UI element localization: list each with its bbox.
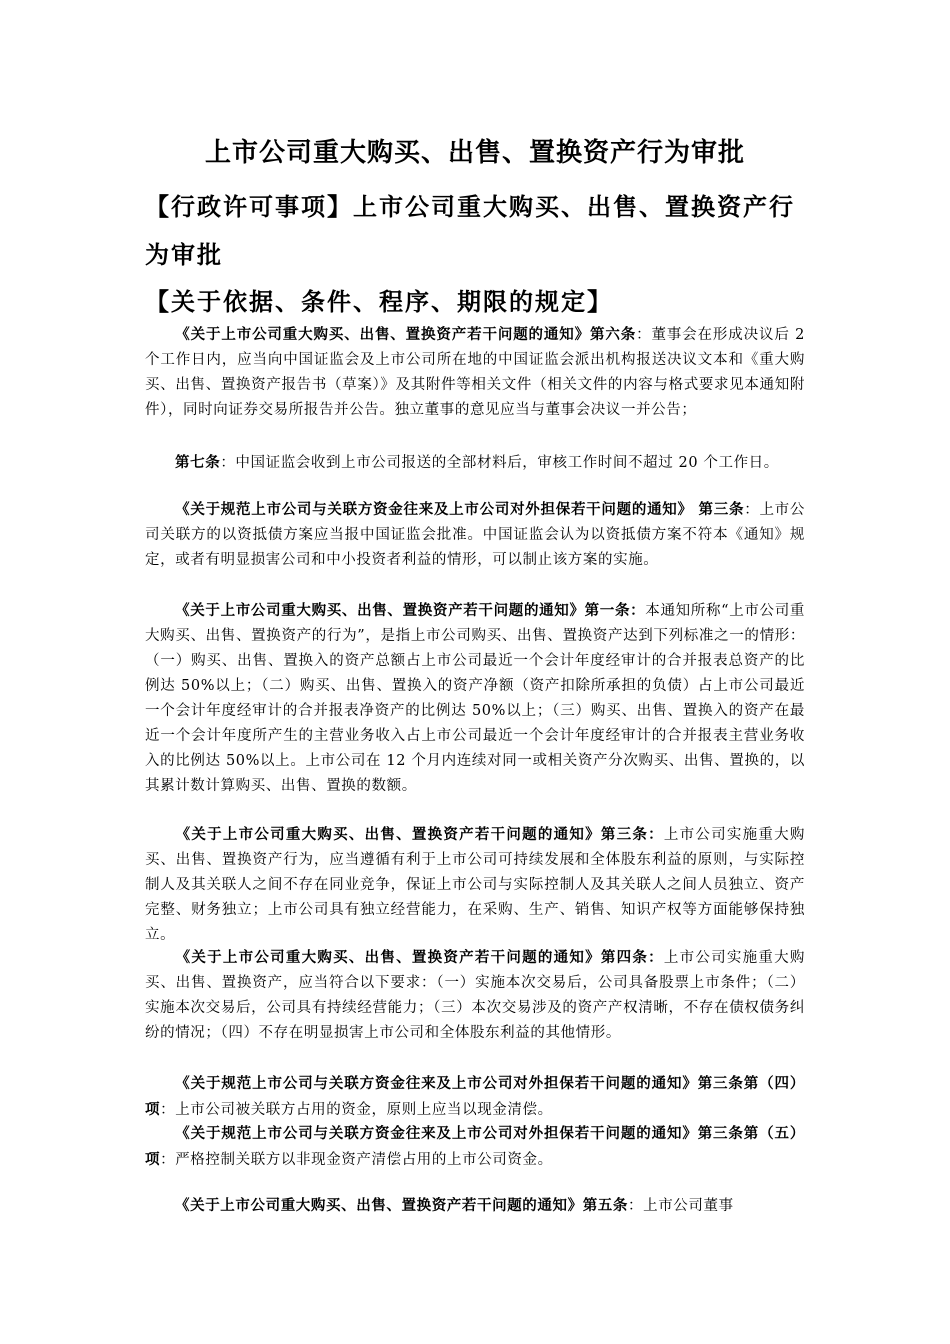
paragraph-text: ：严格控制关联方以非现金资产清偿占用的上市公司资金。 (160, 1152, 553, 1168)
paragraph-text: ：中国证监会收到上市公司报送的全部材料后，审核工作时间不超过 20 个工作日。 (220, 455, 779, 471)
paragraph (145, 1071, 805, 1123)
paragraph-ref: 《关于上市公司重大购买、出售、置换资产若干问题的通知》第三条： (175, 826, 664, 843)
paragraph-ref: 《关于规范上市公司与关联方资金往来及上市公司对外担保若干问题的通知》第三条第（五）项 (145, 1125, 805, 1168)
paragraph (145, 598, 805, 799)
paragraph-ref: 《关于上市公司重大购买、出售、置换资产若干问题的通知》第五条 (175, 1197, 628, 1214)
paragraph (145, 1193, 805, 1219)
paragraph (145, 450, 805, 476)
paragraph-text: ：上市公司董事 (628, 1198, 734, 1214)
paragraph-text: ：董事会在形成决议后 2 个工作日内，应当向中国证监会及上市公司所在地的中国证监会派出机构报送决议文本和《重大购买、出售、置换资产报告书（草案）》及其附件等相关文件（相关文件的内容与格式要求见本通知附件），同时向证券交易所报告并公告。独立董事的意见应当与董事会决议一并公告； (145, 327, 805, 418)
paragraph-text: 本通知所称“上市公司重大购买、出售、置换资产的行为”，是指上市公司购买、出售、置换资产达到下列标准之一的情形：（一）购买、出售、置换入的资产总额占上市公司最近一个会计年度经审计的合并报表总资产的比例达 50%以上；（二）购买、出售、置换入的资产净额（资产扣除所承担的负债）占上市公司最近一个会计年度经审计的合并报表净资产的比例达 50%以上；（三）购买、出售、置换入的资产在最近一个会计年度所产生的主营业务收入占上市公司最近一个会计年度经审计的合并报表主营业务收入的比例达 50%以上。上市公司在 12 个月内连续对同一或相关资产分次购买、出售、置换的，以其累计数计算购买、出售、置换的数额。 (145, 603, 805, 794)
paragraph-text: 上市公司实施重大购买、出售、置换资产，应当符合以下要求：（一）实施本次交易后，公司具备股票上市条件；（二）实施本次交易后，公司具有持续经营能力；（三）本次交易涉及的资产产权清晰，不存在债权债务纠纷的情况；（四）不存在明显损害上市公司和全体股东利益的其他情形。 (145, 950, 805, 1041)
paragraph (145, 322, 805, 423)
paragraph-text: 上市公司实施重大购买、出售、置换资产行为，应当遵循有利于上市公司可持续发展和全体股东利益的原则，与实际控制人及其关联人之间不存在同业竞争，保证上市公司与实际控制人及其关联人之间人员独立、资产完整、财务独立；上市公司具有独立经营能力，在采购、生产、销售、知识产权等方面能够保持独立。 (145, 827, 805, 943)
paragraph-ref: 《关于上市公司重大购买、出售、置换资产若干问题的通知》第四条： (175, 949, 664, 966)
paragraph-ref: 《关于上市公司重大购买、出售、置换资产若干问题的通知》第一条： (175, 602, 646, 619)
paragraph (145, 1121, 805, 1173)
paragraph-ref: 第七条 (175, 454, 221, 471)
paragraph-ref: 《关于上市公司重大购买、出售、置换资产若干问题的通知》第六条 (175, 326, 637, 343)
heading-basis: 【关于依据、条件、程序、期限的规定】 (145, 287, 613, 316)
page-title: 上市公司重大购买、出售、置换资产行为审批 (204, 138, 745, 168)
heading-item: 【行政许可事项】上市公司重大购买、出售、置换资产行为审批 (145, 192, 795, 269)
paragraph (145, 497, 805, 573)
paragraph (145, 822, 805, 948)
paragraph (145, 945, 805, 1046)
paragraph-text: ：上市公司关联方的以资抵债方案应当报中国证监会批准。中国证监会认为以资抵债方案不符本《通知》规定，或者有明显损害公司和中小投资者利益的情形，可以制止该方案的实施。 (145, 502, 805, 568)
paragraph-text: ：上市公司被关联方占用的资金，原则上应当以现金清偿。 (160, 1102, 553, 1118)
paragraph-ref: 《关于规范上市公司与关联方资金往来及上市公司对外担保若干问题的通知》 第三条 (175, 501, 745, 518)
paragraph-ref: 《关于规范上市公司与关联方资金往来及上市公司对外担保若干问题的通知》第三条第（四）项 (145, 1075, 805, 1118)
